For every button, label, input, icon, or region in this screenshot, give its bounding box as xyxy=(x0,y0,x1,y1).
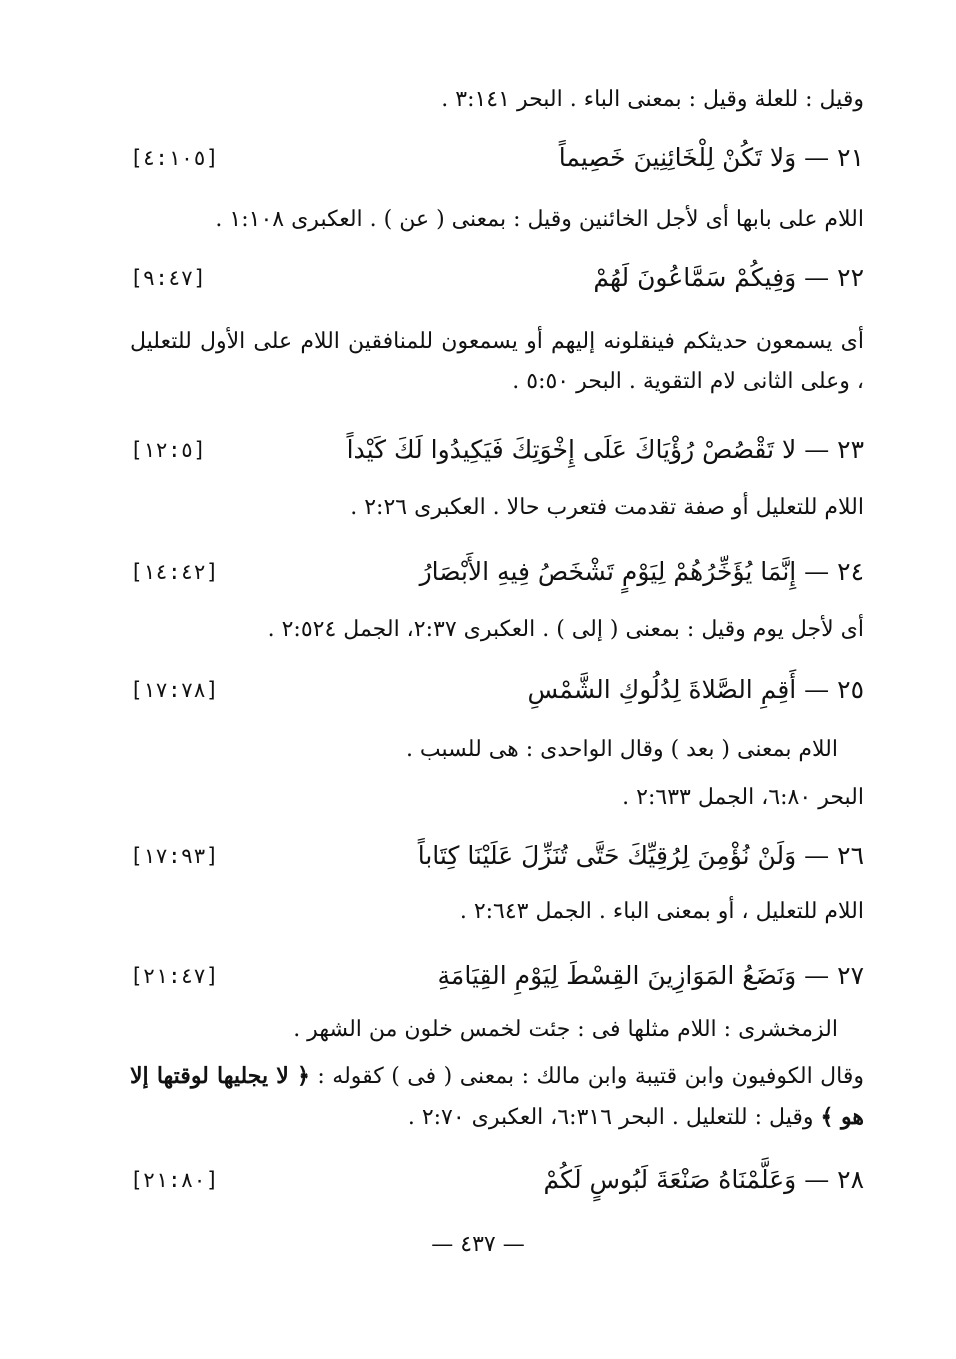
verse-reference: [٢١:٤٧] xyxy=(130,964,219,988)
page-number: — ٤٣٧ — xyxy=(431,1232,525,1257)
verse-28 xyxy=(130,1160,864,1200)
verse-reference: [٩:٤٧] xyxy=(130,266,206,290)
commentary-line: اللام للتعليل ، أو بمعنى الباء . الجمل ٢:٦٤٣ . xyxy=(459,899,864,924)
commentary-line: اللام بمعنى ( بعد ) وقال الواحدى : هى للسبب . xyxy=(405,737,838,762)
commentary-paragraph: أى يسمعون حديثكم فينقلونه إليهم أو يسمعون للمنافقين اللام على الأول للتعليل ، وعلى الثانى لام التقوية . البحر ٥:٥٠ . xyxy=(130,329,864,394)
verse-text: ٢٥ — أَقِمِ الصَّلاةَ لِدُلُوكِ الشَّمْسِ xyxy=(527,675,864,704)
commentary-line: اللام على بابها أى لأجل الخائنين وقيل : بمعنى ( عن ) . العكبرى ١:١٠٨ . xyxy=(215,207,864,232)
verse-reference: [١٤:٤٢] xyxy=(130,560,219,584)
verse-text: ٢١ — وَلا تَكُنْ لِلْخَائِنِينَ خَصِيماً xyxy=(558,143,864,172)
quranic-quote: ﴿ لا يجليها لوقتها إلا هو ﴾ xyxy=(130,1063,864,1130)
verse-reference: [٤:١٠٥] xyxy=(130,146,219,170)
commentary-line: اللام للتعليل أو صفة تقدمت فتعرب حالا . العكبرى ٢:٢٦ . xyxy=(350,495,864,520)
verse-22 xyxy=(130,258,864,298)
verse-21 xyxy=(130,138,864,178)
verse-25 xyxy=(130,670,864,710)
verse-text: ٢٦ — وَلَنْ نُؤْمِنَ لِرُقِيِّكَ حَتَّى تُنَزِّلَ عَلَيْنَا كِتَاباً xyxy=(417,841,864,870)
commentary-line: الزمخشرى : اللام مثلها فى : جئت لخمس خلون من الشهر . xyxy=(293,1017,838,1042)
verse-text: ٢٧ — وَنَضَعُ المَوَازِينَ القِسْطَ لِيَوْمِ القِيَامَةِ xyxy=(437,961,864,990)
commentary-line: وقيل : للعلة وقيل : بمعنى الباء . البحر ٣:١٤١ . xyxy=(441,87,864,112)
verse-reference: [٢١:٨٠] xyxy=(130,1168,219,1192)
verse-26 xyxy=(130,836,864,876)
verse-text: ٢٣ — لا تَقْصُصْ رُؤْيَاكَ عَلَى إِخْوَتِكَ فَيَكِيدُوا لَكَ كَيْداً xyxy=(346,435,864,464)
commentary-line: البحر ٦:٨٠، الجمل ٢:٦٣٣ . xyxy=(622,785,864,810)
verse-text: ٢٤ — إِنَّمَا يُؤَخِّرُهُمْ لِيَوْمٍ تَشْخَصُ فِيهِ الأَبْصَارُ xyxy=(419,557,864,586)
commentary-paragraph xyxy=(130,1056,864,1138)
verse-reference: [١٢:٥] xyxy=(130,438,206,462)
commentary-line: أى لأجل يوم وقيل : بمعنى ( إلى ) . العكبرى ٢:٣٧، الجمل ٢:٥٢٤ . xyxy=(267,617,864,642)
commentary-text: وقيل : للتعليل . البحر ٦:٣١٦، العكبرى ٢:٧٠ . xyxy=(407,1105,821,1130)
verse-24 xyxy=(130,552,864,592)
verse-27 xyxy=(130,956,864,996)
verse-23 xyxy=(130,430,864,470)
verse-reference: [١٧:٧٨] xyxy=(130,678,219,702)
verse-reference: [١٧:٩٣] xyxy=(130,844,219,868)
commentary-text: وقال الكوفيون وابن قتيبة وابن مالك : بمعنى ( فى ) كقوله : xyxy=(309,1064,865,1089)
verse-text: ٢٨ — وَعَلَّمْنَاهُ صَنْعَةَ لَبُوسٍ لَكُمْ xyxy=(543,1165,864,1194)
verse-text: ٢٢ — وَفِيكُمْ سَمَّاعُونَ لَهُمْ xyxy=(593,263,864,292)
